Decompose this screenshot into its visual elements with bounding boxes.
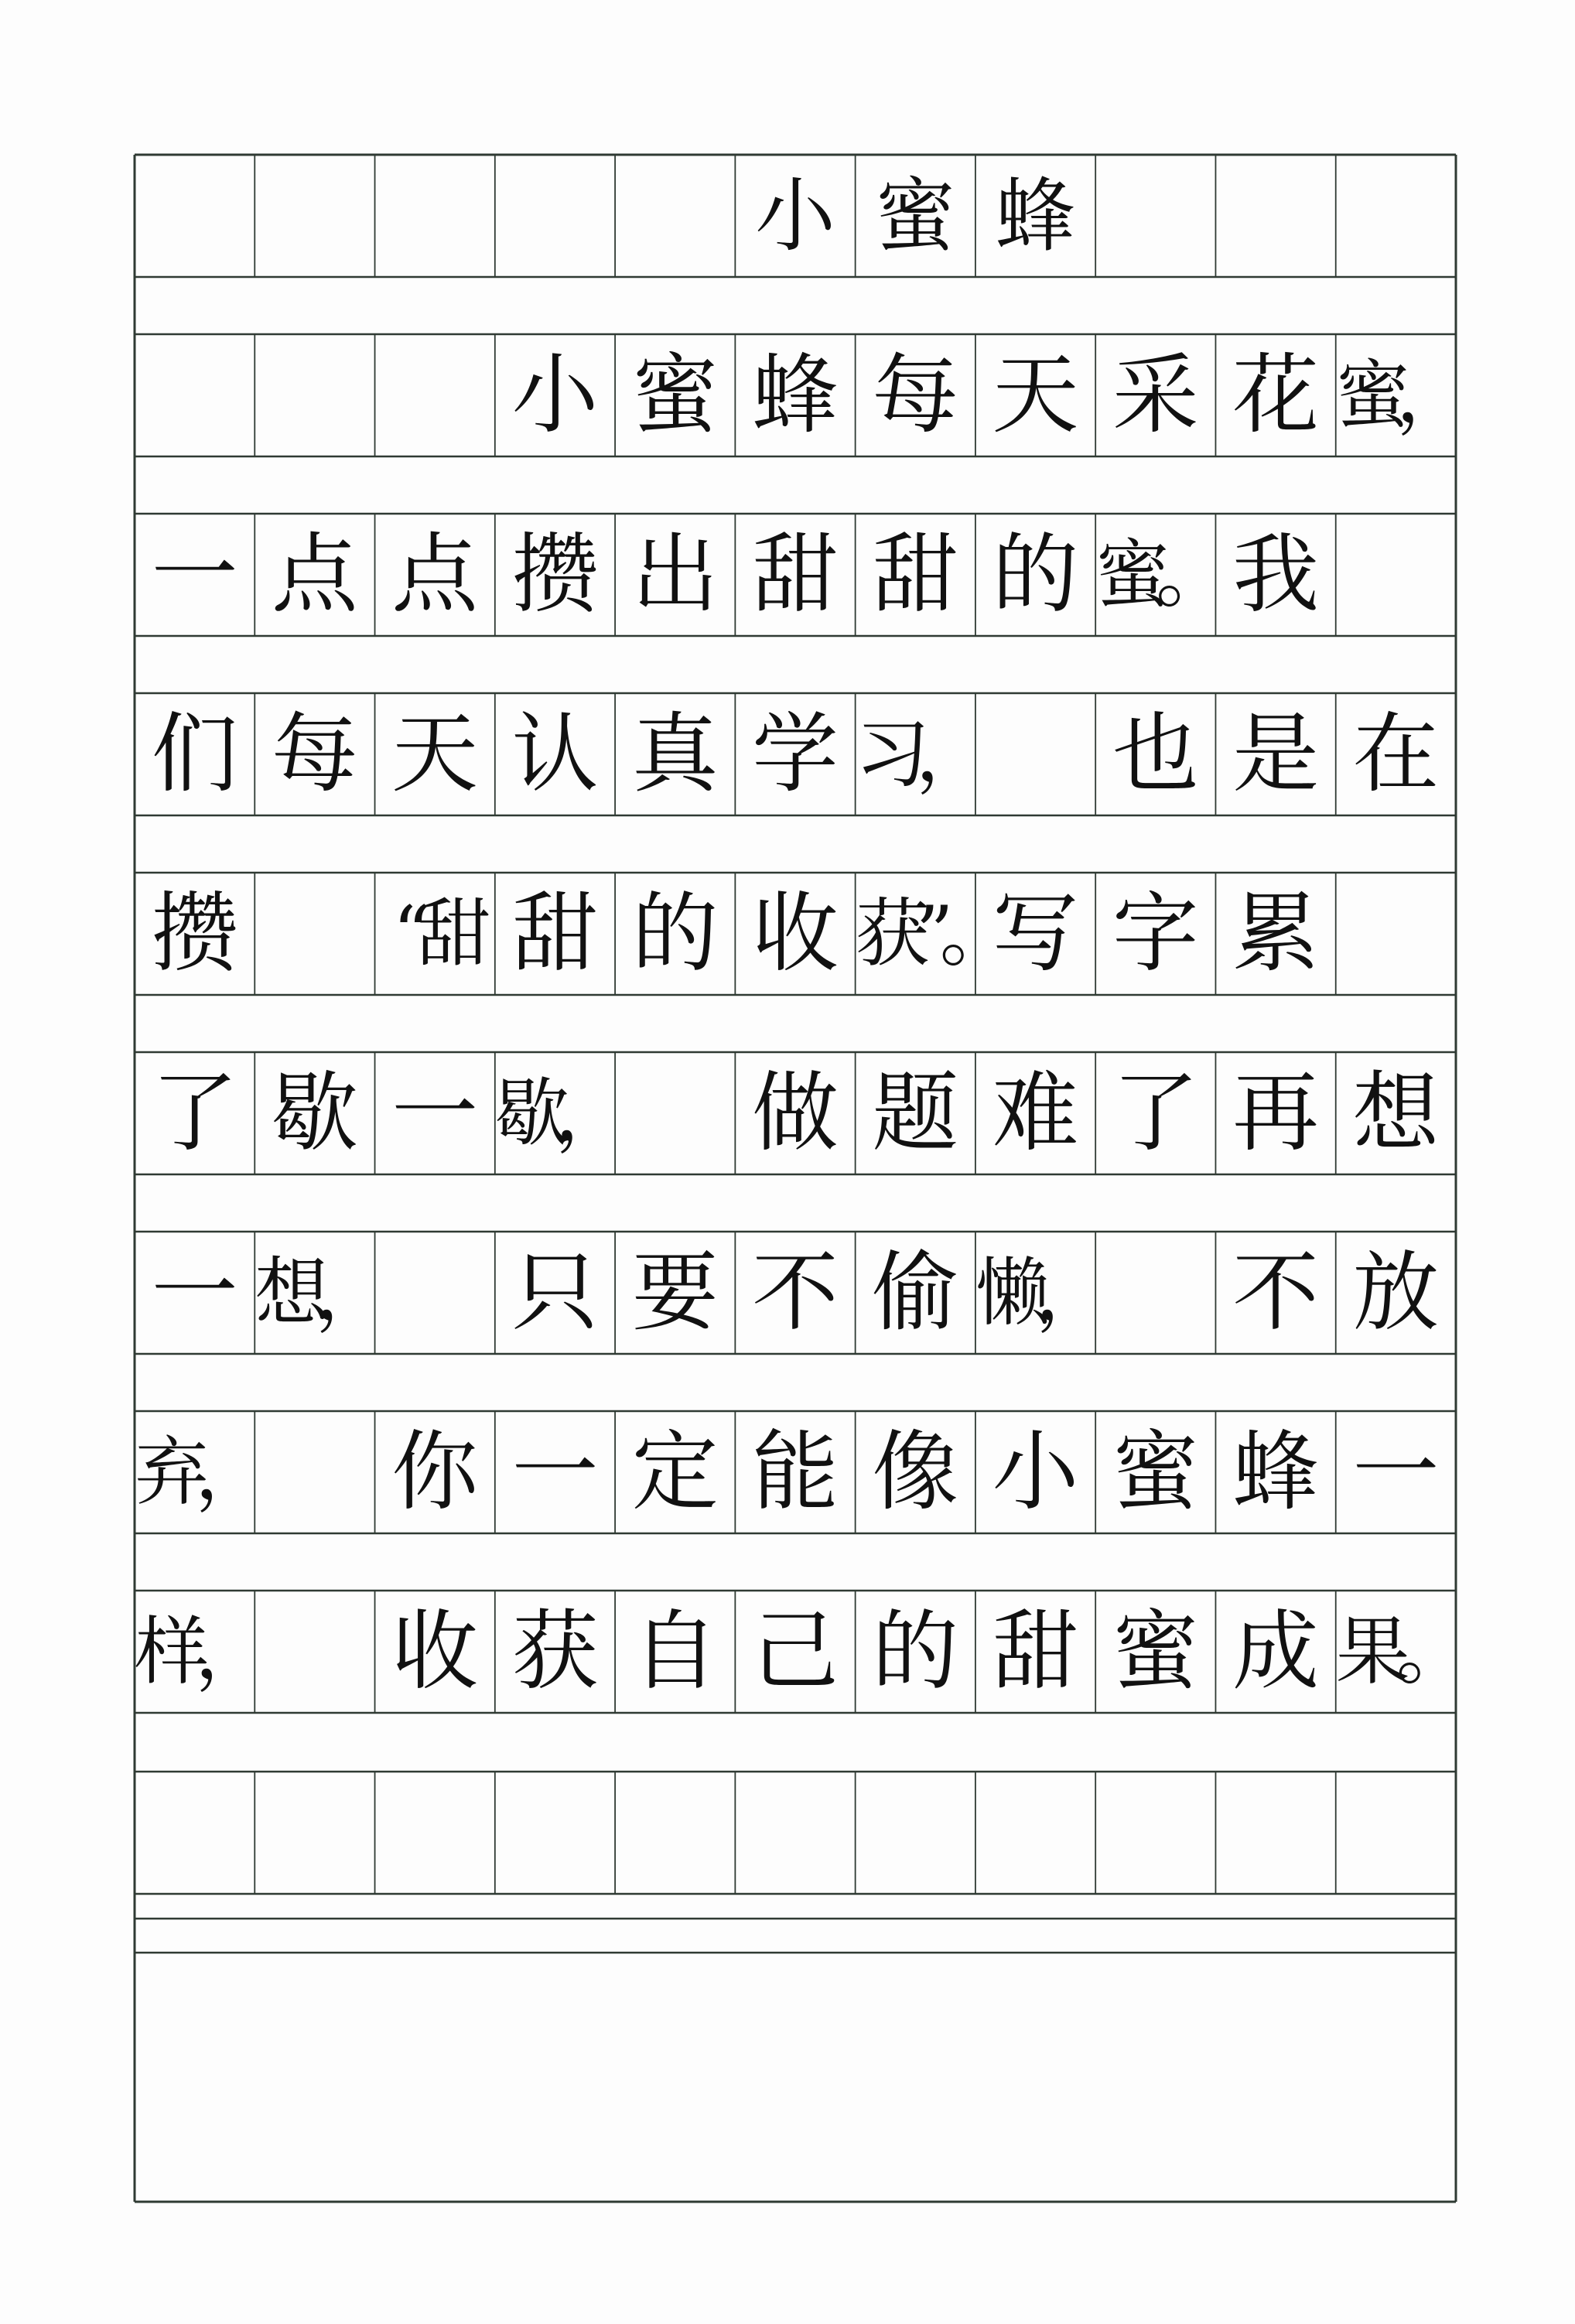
title-char: 蜂	[995, 169, 1076, 263]
grid-cell: 蜜。	[1095, 531, 1217, 618]
grid-cell: 样，	[135, 1608, 255, 1695]
grid-cell: 能	[751, 1422, 839, 1523]
grid-cell: 蜜	[631, 345, 719, 446]
grid-cell: 我	[1232, 525, 1320, 625]
grid-cell: 获	[511, 1601, 599, 1702]
grid-cell: 蜜，	[1335, 352, 1457, 439]
title-char	[135, 155, 255, 277]
grid-cell: “甜	[392, 890, 477, 977]
grid-cell: 是	[1232, 704, 1320, 805]
grid-cell: 弃，	[135, 1429, 255, 1516]
grid-cell	[255, 1591, 374, 1713]
grid-cell: 定	[631, 1422, 719, 1523]
grid-cell: 习，	[855, 711, 976, 798]
grid-cell: 学	[751, 704, 839, 805]
grid-cell: 只	[511, 1242, 599, 1343]
grid-cell: 偷	[872, 1242, 959, 1343]
grid-cell: 点	[271, 525, 358, 625]
grid-cell: 己	[751, 1601, 839, 1702]
grid-cell: 累	[1232, 883, 1320, 984]
grid-cell: 甜	[751, 525, 839, 625]
grid-cell: 你	[391, 1422, 479, 1523]
grid-cell: 在	[1352, 704, 1440, 805]
grid-cell	[1095, 1772, 1215, 1894]
grid-cell: 果。	[1335, 1608, 1457, 1695]
grid-cell: 天	[391, 704, 479, 805]
grid-cell: 们	[151, 704, 238, 805]
grid-cell	[255, 334, 374, 456]
grid-cell: 蜂	[1232, 1422, 1320, 1523]
grid-cell: 真	[631, 704, 719, 805]
grid-cell	[375, 1772, 495, 1894]
grid-cell: 的	[992, 525, 1079, 625]
title-char	[1336, 155, 1456, 277]
grid-cell: 歇	[271, 1063, 358, 1164]
grid-cell	[1336, 1772, 1456, 1894]
title-char	[255, 155, 374, 277]
grid-cell: 小	[992, 1422, 1079, 1523]
grid-cell: 一	[511, 1422, 599, 1523]
grid-cell: 懒，	[975, 1249, 1096, 1336]
grid-cell	[1095, 1232, 1215, 1354]
grid-cell: 一	[391, 1063, 479, 1164]
grid-cell	[615, 1772, 735, 1894]
grid-cell	[135, 334, 255, 456]
grid-cell: 再	[1232, 1063, 1320, 1164]
grid-cell: 了	[1112, 1063, 1199, 1164]
title-char: 蜜	[875, 169, 956, 263]
grid-cell	[1215, 1772, 1335, 1894]
grid-cell: 获”。	[855, 890, 1000, 977]
grid-cell: 小	[511, 345, 599, 446]
grid-cell: 难	[992, 1063, 1079, 1164]
grid-cell: 了	[151, 1063, 238, 1164]
grid-cell: 蜜	[1112, 1422, 1199, 1523]
grid-cell: 攒	[151, 883, 238, 984]
grid-cell: 攒	[511, 525, 599, 625]
grid-cell: 花	[1232, 345, 1320, 446]
grid-cell: 成	[1232, 1601, 1320, 1702]
title-char	[615, 155, 735, 277]
grid-cell: 点	[391, 525, 479, 625]
grid-cell: 的	[631, 883, 719, 984]
grid-cell: 歇，	[494, 1070, 616, 1157]
grid-cell: 自	[631, 1601, 719, 1702]
grid-cell	[255, 1411, 374, 1533]
grid-cell	[375, 334, 495, 456]
grid-cell: 想	[1352, 1063, 1440, 1164]
grid-cell: 一	[151, 525, 238, 625]
grid-cell: 要	[631, 1242, 719, 1343]
grid-cell: 一	[151, 1242, 238, 1343]
grid-cell	[615, 1052, 735, 1174]
grid-cell	[495, 1772, 615, 1894]
grid-cell: 每	[872, 345, 959, 446]
grid-cell: 收	[751, 883, 839, 984]
title-char	[495, 155, 615, 277]
grid-cell	[975, 693, 1095, 815]
grid-cell: 不	[751, 1242, 839, 1343]
grid-cell	[735, 1772, 855, 1894]
grid-cell: 蜂	[751, 345, 839, 446]
title-char: 小	[754, 169, 835, 263]
grid-cell	[1336, 873, 1456, 995]
grid-cell	[255, 873, 374, 995]
grid-cell: 想，	[255, 1249, 376, 1336]
grid-cell	[135, 1772, 255, 1894]
grid-cell: 字	[1112, 883, 1199, 984]
grid-cell: 甜	[872, 525, 959, 625]
grid-cell: 一	[1352, 1422, 1440, 1523]
grid-cell: 天	[992, 345, 1079, 446]
grid-cell	[255, 1772, 374, 1894]
grid-cell: 甜	[992, 1601, 1079, 1702]
title-char	[1215, 155, 1335, 277]
grid-cell	[975, 1772, 1095, 1894]
grid-cell: 甜	[511, 883, 599, 984]
grid-cell: 认	[511, 704, 599, 805]
grid-cell: 采	[1112, 345, 1199, 446]
grid-cell	[375, 1232, 495, 1354]
grid-cell	[1336, 514, 1456, 636]
grid-cell: 写	[992, 883, 1079, 984]
grid-cell: 题	[872, 1063, 959, 1164]
grid-cell: 蜜	[1112, 1601, 1199, 1702]
grid-cell: 出	[631, 525, 719, 625]
title-char	[1095, 155, 1215, 277]
grid-cell: 放	[1352, 1242, 1440, 1343]
grid-cell	[856, 1772, 975, 1894]
title-char	[375, 155, 495, 277]
grid-cell: 像	[872, 1422, 959, 1523]
grid-cell: 的	[872, 1601, 959, 1702]
grid-cell: 每	[271, 704, 358, 805]
grid-cell: 也	[1112, 704, 1199, 805]
grid-cell: 收	[391, 1601, 479, 1702]
grid-cell: 不	[1232, 1242, 1320, 1343]
grid-cell: 做	[751, 1063, 839, 1164]
